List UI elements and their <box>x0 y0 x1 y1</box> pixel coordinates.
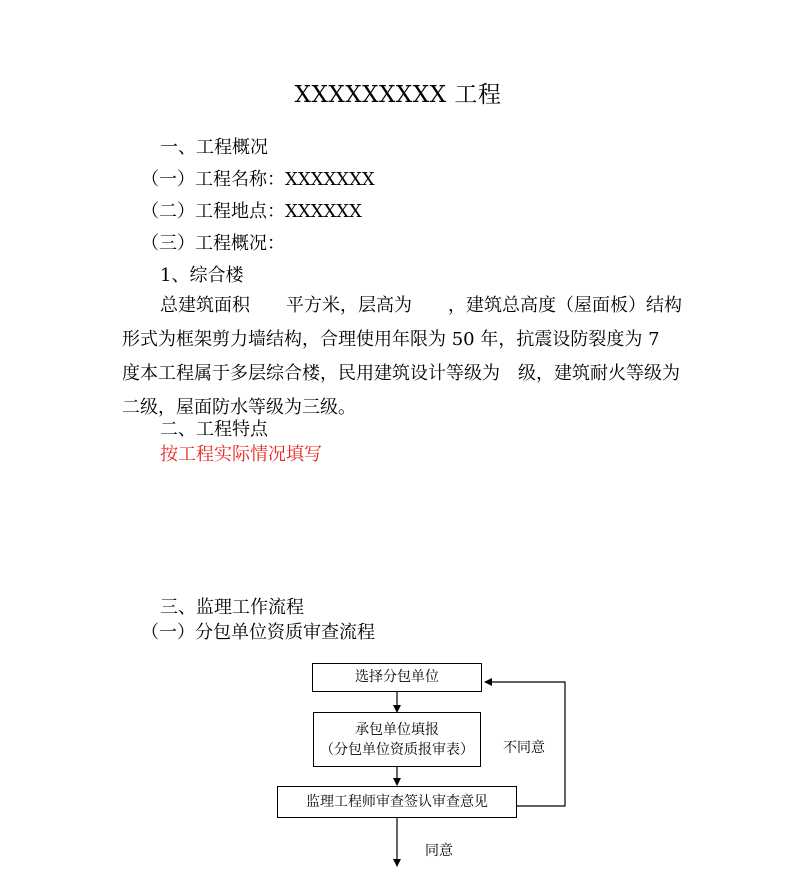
section-1-heading: 一、工程概况 <box>160 137 268 158</box>
label-agree: 同意 <box>425 843 453 859</box>
section-2-heading: 二、工程特点 <box>160 419 268 440</box>
flow-box-select-subcontractor: 选择分包单位 <box>312 663 482 692</box>
flow-box-engineer-review: 监理工程师审查签认审查意见 <box>277 786 517 818</box>
label-disagree: 不同意 <box>503 740 545 756</box>
document-title: XXXXXXXXX 工程 <box>294 82 502 108</box>
fill-in-note: 按工程实际情况填写 <box>160 444 322 465</box>
flow-box-contractor-submit-line2: （分包单位资质报审表） <box>320 742 474 758</box>
building-subheading: 1、综合楼 <box>160 265 244 286</box>
overview-paragraph <box>122 289 682 425</box>
overview-paragraph-text: 总建筑面积 平方米，层高为 ，建筑总高度（屋面板）结构形式为框架剪力墙结构，合理使用年限为 50 年，抗震设防裂度为 7 度本工程属于多层综合楼，民用建筑设计等级为 级，建筑耐火等级为二级，屋面防水等级为三级。 <box>122 295 682 418</box>
project-location-line: （二）工程地点：XXXXXX <box>141 201 362 222</box>
flow-box-contractor-submit-line1: 承包单位填报 <box>355 722 439 738</box>
subcontractor-review-heading: （一）分包单位资质审查流程 <box>141 622 375 643</box>
project-overview-line: （三）工程概况： <box>141 233 285 254</box>
project-name-line: （一）工程名称：XXXXXXX <box>141 169 375 190</box>
flow-box-contractor-submit <box>313 712 481 767</box>
section-3-heading: 三、监理工作流程 <box>160 597 304 618</box>
